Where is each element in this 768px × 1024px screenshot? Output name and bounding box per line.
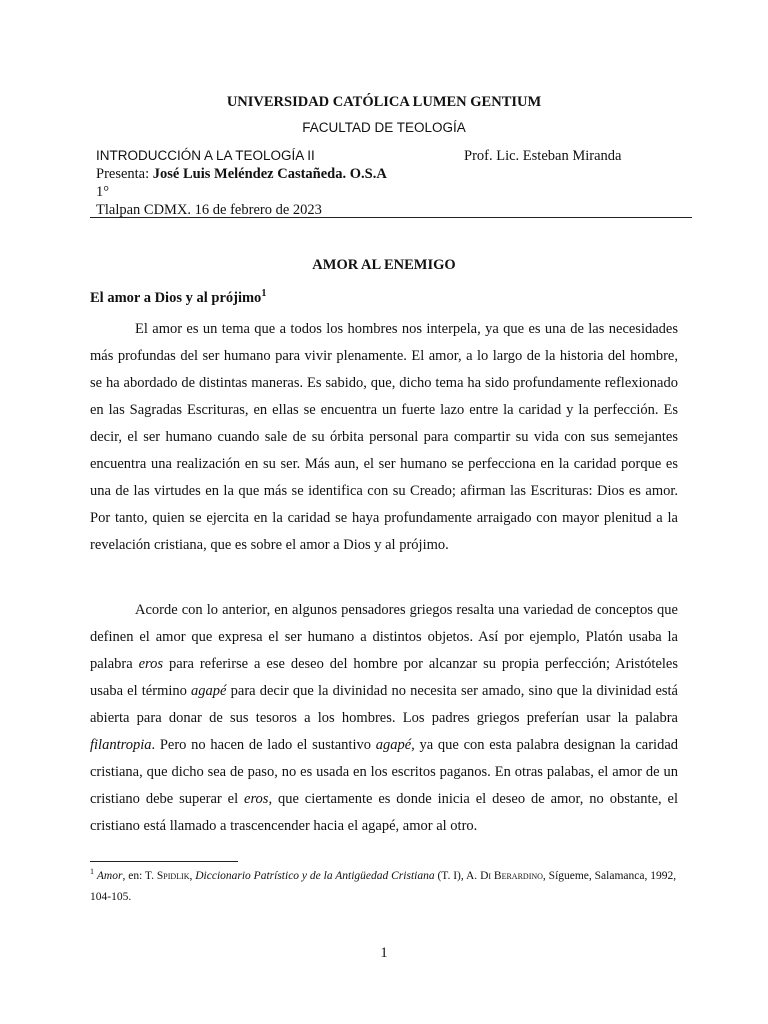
presenter-line xyxy=(96,165,387,183)
term-agape-2: agapé, xyxy=(375,737,415,753)
footnote: $^1$ Amor, en: T. Spidlik, Diccionario Patrístico y de la Antigüedad Cristiana (T. I), A. Di Berardino, Sígueme, Salamanca, 1992, 104-105. xyxy=(90,867,677,903)
term-eros-2: eros, xyxy=(244,791,273,807)
grade: 1° xyxy=(96,184,110,200)
place-date: Tlalpan CDMX. 16 de febrero de 2023 xyxy=(96,202,322,218)
university-name: UNIVERSIDAD CATÓLICA LUMEN GENTIUM xyxy=(226,94,542,110)
page-number: 1 xyxy=(380,945,388,961)
footnote-rule xyxy=(90,861,238,862)
footnote-number: 1 xyxy=(90,867,95,877)
presenter-label: Presenta: xyxy=(96,166,150,182)
faculty-name: FACULTAD DE TEOLOGÍA xyxy=(302,120,466,135)
footnote-ref: 1 xyxy=(261,288,267,300)
paragraph-1: El amor es un tema que a todos los hombres nos interpela, ya que es una de las necesidades más profundas del ser humano para vivir plenamente. El amor, a lo largo de la historia del hombre, se ha abordado de distintas maneras. Es sabido, que, dicho tema ha sido profundamente reflexionado en las Sagradas Escrituras, en ellas se encuentra un fuerte lazo entre la caridad y la perfección. Es decir, el ser humano cuando sale de su órbita personal para compartir su vida con sus semejantes encuentra una realización en su ser. Más aun, el ser humano se perfecciona en la caridad porque es una de las virtudes en la que más se identifica con su Creado; afirman las Escrituras: Dios es amor. Por tanto, quien se ejercita en la caridad se haya profundamente arraigado con mayor plenitud a la revelación cristiana, que es sobre el amor a Dios y al prójimo. xyxy=(90,321,678,553)
section-title: El amor a Dios y al prójimo$^1$ xyxy=(90,288,267,306)
course-name: INTRODUCCIÓN A LA TEOLOGÍA II xyxy=(96,148,315,163)
presenter-name: José Luis Meléndez Castañeda. O.S.A xyxy=(152,166,387,182)
term-filantropia: filantropia xyxy=(90,737,152,753)
document-title: AMOR AL ENEMIGO xyxy=(312,257,456,273)
header-rule xyxy=(90,217,692,218)
paragraph-2: Acorde con lo anterior, en algunos pensadores griegos resalta una variedad de conceptos que definen el amor que expresa el ser humano a distintos objetos. Así por ejemplo, Platón usaba la palabra eros para referirse a ese deseo del hombre por alcanzar su propia perfección; Aristóteles usaba el término agapé para decir que la divinidad no necesita ser amado, sino que la divinidad está abierta para donar de sus tesoros a los hombres. Los padres griegos preferían usar la palabra filantropia. Pero no hacen de lado el sustantivo agapé, ya que con esta palabra designan la caridad cristiana, que dicho sea de paso, no es usada en los escritos paganos. En otras palabas, el amor de un cristiano debe superar el eros, que ciertamente es donde inicia el deseo de amor, no obstante, el cristiano está llamado a trascencender hacia el agapé, amor al otro. xyxy=(90,602,678,834)
term-agape: agapé xyxy=(191,683,227,699)
professor-name: Prof. Lic. Esteban Miranda xyxy=(464,148,622,164)
term-eros: eros xyxy=(138,656,164,672)
